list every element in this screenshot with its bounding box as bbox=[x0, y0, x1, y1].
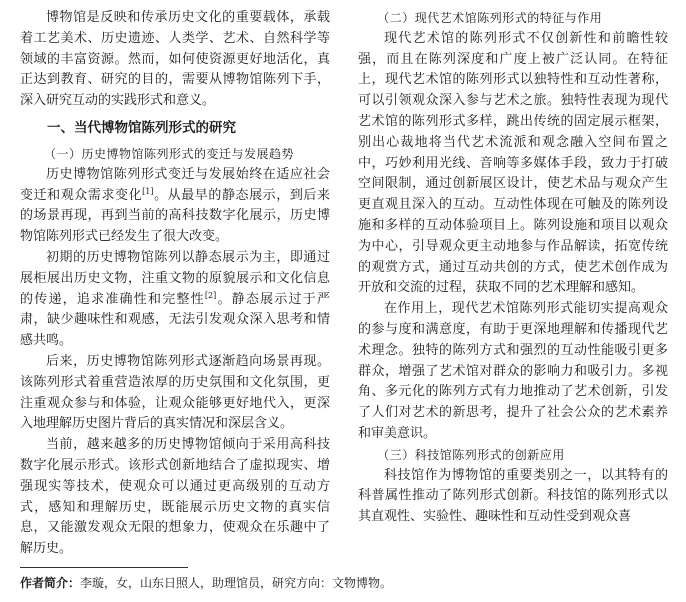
footnote-divider bbox=[20, 567, 188, 568]
author-footnote bbox=[20, 574, 670, 592]
subsection-2-paragraph-2: 在作用上，现代艺术馆陈列形式能切实提高观众的参与度和满意度，有助于更深地理解和传播现代艺术理念。独特的陈列方式和强烈的互动性能吸引更多群众，增强了艺术馆对群众的影响力和吸引力。多视角、多元化的陈列方式有力地推动了艺术创新，引发了人们对艺术的新思考，提升了社会公众的艺术素养和审美意识。 bbox=[358, 301, 668, 441]
footnote-text: 李璇，女，山东日照人，助理馆员，研究方向：文物博物。 bbox=[80, 576, 393, 590]
subsection-2-paragraph-1: 现代艺术馆的陈列形式不仅创新性和前瞻性较强，而且在陈列深度和广度上被广泛认同。在特征上，现代艺术馆的陈列形式以独特性和互动性著称，可以引领观众深入参与艺术之旅。独特性表现为现代艺术馆的陈列形式多样，跳出传统的固定展示框架，别出心裁地将当代艺术流派和观念融入空间布置之中，巧妙利用光线、音响等多媒体手段，致力于打破空间限制，通过创新展区设计，使艺术品与观众产生更直观且深入的互动。互动性体现在可触及的陈列设施和多样的互动体验项目上。陈列设施和项目以观众为中心，引导观众更主动地参与作品解读，拓宽传统的观赏方式，通过互动共创的方式，使艺术创作成为开放和交流的过程，获取不同的艺术理解和感知。 bbox=[358, 30, 668, 296]
subsection-1-heading: （一）历史博物馆陈列形式的变迁与发展趋势 bbox=[44, 146, 295, 161]
section-1-heading: 一、当代博物馆陈列形式的研究 bbox=[47, 119, 236, 136]
subsection-3-heading: （三）科技馆陈列形式的创新应用 bbox=[377, 447, 565, 462]
subsection-1-paragraph-3: 后来，历史博物馆陈列形式逐渐趋向场景再现。该陈列形式着重营造浓厚的历史氛围和文化氛围，更注重观众参与和体验，让观众能够更好地代入，更深入地理解历史图片背后的真实情况和深层含义。 bbox=[20, 353, 330, 432]
subsection-1-paragraph-2 bbox=[20, 248, 330, 352]
paragraph-text: 。静态展示过于严肃，缺少趣味性和观感，无法引发观众深入思考和情感共鸣。 bbox=[20, 291, 330, 349]
citation-ref-2: [2] bbox=[204, 290, 217, 300]
paragraph-text: 历史博物馆陈列形式变迁与发展始终在适应社会变迁和观众需求变化 bbox=[20, 166, 330, 203]
subsection-1-paragraph-1 bbox=[20, 165, 330, 248]
subsection-1-paragraph-4: 当前，越来越多的历史博物馆倾向于采用高科技数字化展示形式。该形式创新地结合了虚拟现实、增强现实等技术，使观众可以通过更高级别的互动方式，感知和理解历史，既能展示历史文物的真实信息，又能激发观众无限的想象力，使观众在乐趣中了解历史。 bbox=[20, 437, 330, 557]
footnote-label: 作者简介： bbox=[20, 576, 81, 590]
subsection-3-paragraph-1: 科技馆作为博物馆的重要类别之一，以其特有的科普属性推动了陈列形式创新。科技馆的陈列形式以其直观性、实验性、趣味性和互动性受到观众喜 bbox=[358, 467, 668, 525]
citation-ref-1: [1] bbox=[142, 186, 154, 196]
subsection-2-heading: （二）现代艺术馆陈列形式的特征与作用 bbox=[377, 11, 603, 25]
paragraph-text: 初期的历史博物馆陈列以静态展示为主，即通过展柜展出历史文物，注重文物的原貌展示和文化信息的传递，追求准确性和完整性 bbox=[20, 249, 330, 307]
intro-paragraph: 博物馆是反映和传承历史文化的重要载体，承载着工艺美术、历史遗迹、人类学、艺术、自然科学等领域的丰富资源。然而，如何使资源更好地活化，真正达到教育、研究的目的，需要从博物馆陈列下手，深入研究互动的实践形式和意义。 bbox=[20, 10, 330, 109]
paragraph-text: 。从最早的静态展示，到后来的场景再现，再到当前的高科技数字化展示，历史博物馆陈列形式已经发生了很大改变。 bbox=[20, 187, 330, 245]
left-column bbox=[20, 8, 330, 560]
right-column bbox=[358, 8, 668, 528]
